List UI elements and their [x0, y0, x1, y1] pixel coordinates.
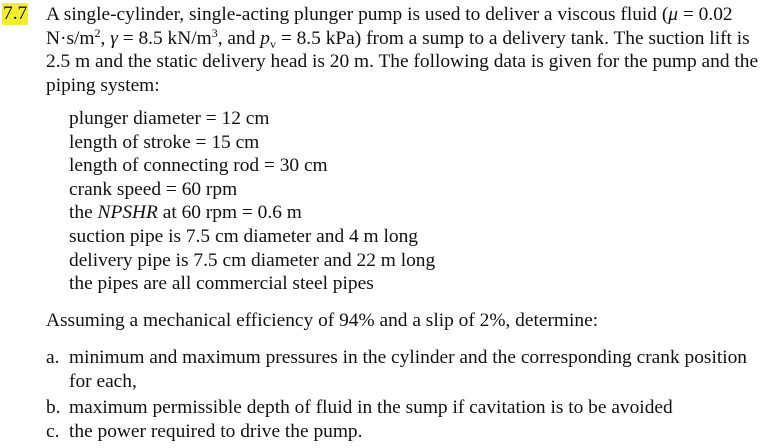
- gamma-value: = 8.5 kN/m: [117, 28, 212, 49]
- question-c-marker: c.: [46, 421, 60, 442]
- unit-exponent-2: 2: [94, 26, 101, 40]
- npshr-prefix: the: [69, 202, 98, 223]
- data-item-connecting-rod: length of connecting rod = 30 cm: [69, 155, 328, 176]
- data-item-plunger-diameter: plunger diameter = 12 cm: [69, 108, 270, 129]
- npshr-term: NPSHR: [97, 202, 158, 223]
- question-a-line-1: minimum and maximum pressures in the cylinder and the corresponding crank position: [69, 347, 747, 368]
- question-b-line-1: maximum permissible depth of fluid in the sump if cavitation is to be avoided: [69, 397, 673, 418]
- intro-line-3: 2.5 m and the static delivery head is 20 m. The following data is given for the pump and the: [46, 51, 759, 72]
- intro-line-2-rest: = 8.5 kPa) from a sump to a delivery tank. The suction lift is: [275, 28, 750, 49]
- mu-symbol: μ: [668, 4, 679, 25]
- question-a-line-2: for each,: [69, 371, 137, 392]
- intro-line-2: [46, 27, 750, 50]
- question-a-marker: a.: [46, 347, 60, 368]
- gamma-symbol: γ: [110, 28, 118, 49]
- v-subscript: v: [269, 37, 276, 51]
- viscosity-unit: N·s/m: [46, 28, 95, 49]
- data-item-npshr: [69, 201, 302, 224]
- separator: ,: [100, 28, 111, 49]
- data-item-suction-pipe: suction pipe is 7.5 cm diameter and 4 m long: [69, 226, 418, 247]
- mu-value: = 0.02: [678, 4, 733, 25]
- npshr-value: at 60 rpm = 0.6 m: [157, 202, 302, 223]
- data-item-delivery-pipe: delivery pipe is 7.5 cm diameter and 22 m long: [69, 250, 436, 271]
- question-c-line-1: the power required to drive the pump.: [69, 421, 363, 442]
- problem-number: 7.7: [3, 3, 28, 24]
- p-symbol: p: [260, 28, 270, 49]
- data-item-crank-speed: crank speed = 60 rpm: [69, 179, 238, 200]
- intro-line-4: piping system:: [46, 75, 160, 96]
- data-item-stroke-length: length of stroke = 15 cm: [69, 132, 260, 153]
- intro-line-1: [46, 3, 733, 26]
- question-b-marker: b.: [46, 397, 61, 418]
- unit-exponent-3: 3: [211, 26, 218, 40]
- data-item-pipe-material: the pipes are all commercial steel pipes: [69, 273, 374, 294]
- assumption-text: Assuming a mechanical efficiency of 94% and a slip of 2%, determine:: [46, 310, 599, 331]
- intro-line-1-text: A single-cylinder, single-acting plunger pump is used to deliver a viscous fluid (: [46, 4, 669, 25]
- and-text: , and: [217, 28, 261, 49]
